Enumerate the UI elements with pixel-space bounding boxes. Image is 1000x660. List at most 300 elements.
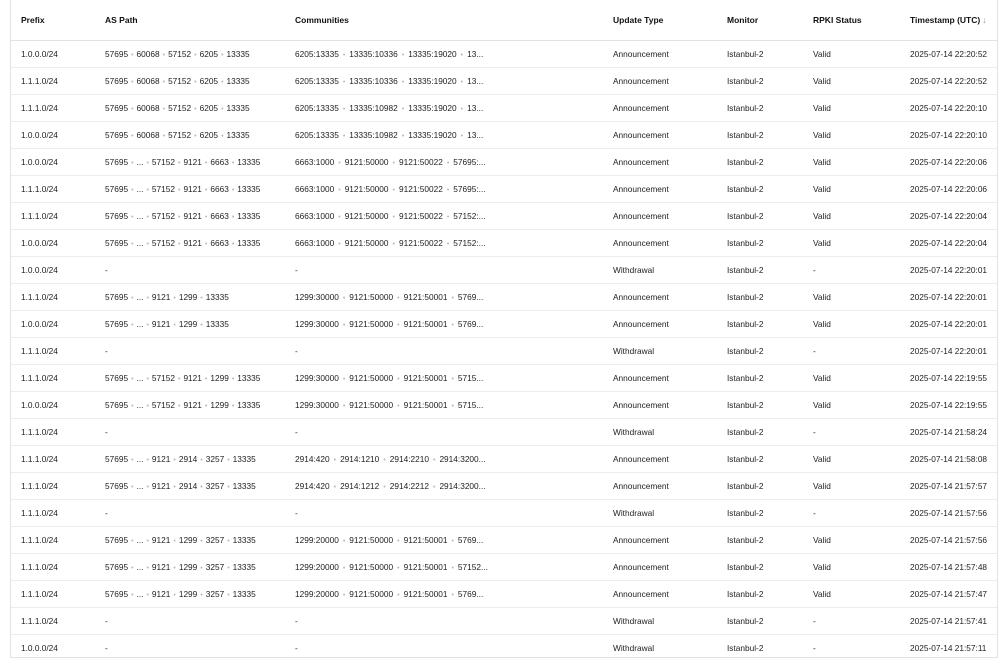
timestamp-cell: 2025-07-14 21:57:47 xyxy=(900,580,998,607)
timestamp-cell: 2025-07-14 21:57:57 xyxy=(900,472,998,499)
timestamp-cell: 2025-07-14 22:19:55 xyxy=(900,391,998,418)
update-type-cell: Announcement xyxy=(603,94,717,121)
monitor-cell: Istanbul-2 xyxy=(717,94,803,121)
as-number: 9121 xyxy=(151,588,171,599)
timestamp-cell: 2025-07-14 22:20:01 xyxy=(900,256,998,283)
table-row[interactable] xyxy=(11,472,998,499)
as-number: 13335 xyxy=(205,318,229,329)
bullet-separator-icon: • xyxy=(204,186,208,194)
as-number: 1299 xyxy=(178,318,198,329)
rpki-status-cell: Valid xyxy=(803,553,900,580)
bullet-separator-icon: • xyxy=(342,537,346,545)
as-number: 6205 xyxy=(199,129,219,140)
rpki-status-cell: - xyxy=(803,418,900,445)
prefix-cell: 1.1.1.0/24 xyxy=(11,418,95,445)
as-number: 57152 xyxy=(168,102,192,113)
communities-cell xyxy=(285,283,603,310)
bullet-separator-icon: • xyxy=(162,105,166,113)
as-number: 9121 xyxy=(151,480,171,491)
as-number: 9121 xyxy=(151,318,171,329)
prefix-cell: 1.1.1.0/24 xyxy=(11,526,95,553)
table-row[interactable] xyxy=(11,607,998,634)
bullet-separator-icon: • xyxy=(131,105,134,113)
rpki-status-cell: Valid xyxy=(803,310,900,337)
column-header-label: Timestamp (UTC) xyxy=(910,14,981,25)
bullet-separator-icon: • xyxy=(338,186,341,194)
as-path-cell xyxy=(95,283,285,310)
bullet-separator-icon: • xyxy=(177,375,181,383)
empty-dash: - xyxy=(295,642,298,653)
community-value: 57695:... xyxy=(453,156,486,167)
communities-cell xyxy=(285,175,603,202)
as-number: 13335 xyxy=(232,561,256,572)
table-row[interactable] xyxy=(11,553,998,580)
community-value: 57695:... xyxy=(453,183,486,194)
community-value: 1299:20000 xyxy=(295,534,339,545)
as-path-cell xyxy=(95,229,285,256)
table-row[interactable] xyxy=(11,634,998,658)
as-number: 2914 xyxy=(178,453,198,464)
as-number: 3257 xyxy=(205,534,225,545)
communities-cell xyxy=(285,391,603,418)
update-type-cell: Announcement xyxy=(603,472,717,499)
bullet-separator-icon: • xyxy=(460,51,464,59)
as-number: 13335 xyxy=(232,453,256,464)
column-header-timestamp[interactable] xyxy=(900,0,998,40)
bullet-separator-icon: • xyxy=(146,456,149,464)
table-row[interactable] xyxy=(11,499,998,526)
community-value: 13... xyxy=(467,75,484,86)
update-type-cell: Announcement xyxy=(603,40,717,67)
empty-dash: - xyxy=(105,426,108,437)
as-path-cell xyxy=(95,580,285,607)
as-number: 3257 xyxy=(205,480,225,491)
bullet-separator-icon: • xyxy=(194,51,197,59)
prefix-cell: 1.1.1.0/24 xyxy=(11,175,95,202)
prefix-cell: 1.0.0.0/24 xyxy=(11,634,95,658)
empty-dash: - xyxy=(105,642,108,653)
monitor-cell: Istanbul-2 xyxy=(717,148,803,175)
as-number: 13335 xyxy=(232,480,256,491)
prefix-cell: 1.1.1.0/24 xyxy=(11,472,95,499)
bullet-separator-icon: • xyxy=(131,321,134,329)
bullet-separator-icon: • xyxy=(162,132,166,140)
update-type-cell: Announcement xyxy=(603,580,717,607)
update-type-cell: Withdrawal xyxy=(603,634,717,658)
timestamp-cell: 2025-07-14 21:57:48 xyxy=(900,553,998,580)
as-number: 57695 xyxy=(105,372,129,383)
table-row[interactable] xyxy=(11,526,998,553)
update-type-cell: Announcement xyxy=(603,445,717,472)
empty-dash: - xyxy=(295,345,298,356)
bullet-separator-icon: • xyxy=(177,159,181,167)
bullet-separator-icon: • xyxy=(397,375,400,383)
table-row[interactable] xyxy=(11,256,998,283)
monitor-cell: Istanbul-2 xyxy=(717,175,803,202)
community-value: 57152... xyxy=(457,561,488,572)
table-row[interactable] xyxy=(11,40,998,67)
prefix-cell: 1.1.1.0/24 xyxy=(11,337,95,364)
column-header-update-type[interactable] xyxy=(603,0,717,40)
prefix-cell: 1.1.1.0/24 xyxy=(11,553,95,580)
timestamp-cell: 2025-07-14 22:20:01 xyxy=(900,283,998,310)
rpki-status-cell: Valid xyxy=(803,175,900,202)
community-value: 5769... xyxy=(457,318,484,329)
bullet-separator-icon: • xyxy=(342,78,346,86)
empty-dash: - xyxy=(105,507,108,518)
bullet-separator-icon: • xyxy=(231,213,235,221)
rpki-status-cell: Valid xyxy=(803,67,900,94)
as-number: ... xyxy=(136,480,144,491)
table-row[interactable] xyxy=(11,94,998,121)
bullet-separator-icon: • xyxy=(342,105,346,113)
as-number: 13335 xyxy=(226,129,250,140)
table-row[interactable] xyxy=(11,418,998,445)
rpki-status-cell: - xyxy=(803,256,900,283)
as-number: 6205 xyxy=(199,48,219,59)
as-number: 13335 xyxy=(226,48,250,59)
community-value: 5769... xyxy=(457,534,484,545)
bullet-separator-icon: • xyxy=(173,591,176,599)
bullet-separator-icon: • xyxy=(131,132,134,140)
bgp-updates-table xyxy=(11,0,998,658)
bullet-separator-icon: • xyxy=(397,591,400,599)
community-value: 9121:50000 xyxy=(349,588,394,599)
as-number: 6663 xyxy=(210,156,229,167)
bullet-separator-icon: • xyxy=(401,132,405,140)
bullet-separator-icon: • xyxy=(401,105,405,113)
as-number: 13335 xyxy=(205,291,229,302)
monitor-cell: Istanbul-2 xyxy=(717,310,803,337)
table-row[interactable] xyxy=(11,337,998,364)
bullet-separator-icon: • xyxy=(342,51,346,59)
community-value: 13... xyxy=(467,48,484,59)
monitor-cell: Istanbul-2 xyxy=(717,67,803,94)
column-header-label: RPKI Status xyxy=(813,14,862,25)
as-number: 3257 xyxy=(205,561,225,572)
table-row[interactable] xyxy=(11,229,998,256)
timestamp-cell: 2025-07-14 22:20:52 xyxy=(900,40,998,67)
prefix-cell: 1.1.1.0/24 xyxy=(11,67,95,94)
update-type-cell: Withdrawal xyxy=(603,256,717,283)
table-row[interactable] xyxy=(11,283,998,310)
as-number: 6205 xyxy=(199,102,219,113)
bullet-separator-icon: • xyxy=(204,402,208,410)
column-header-prefix[interactable] xyxy=(11,0,95,40)
community-value: 6205:13335 xyxy=(295,129,339,140)
as-path-cell xyxy=(95,256,285,283)
as-number: 57695 xyxy=(105,453,129,464)
bullet-separator-icon: • xyxy=(131,159,134,167)
as-number: 1299 xyxy=(210,372,229,383)
rpki-status-cell: - xyxy=(803,607,900,634)
bullet-separator-icon: • xyxy=(146,402,149,410)
column-header-label: Monitor xyxy=(727,14,759,25)
communities-cell xyxy=(285,94,603,121)
community-value: 13335:19020 xyxy=(408,102,457,113)
as-number: ... xyxy=(136,210,144,221)
monitor-cell: Istanbul-2 xyxy=(717,229,803,256)
as-number: 9121 xyxy=(183,156,202,167)
monitor-cell: Istanbul-2 xyxy=(717,580,803,607)
as-number: 57695 xyxy=(105,183,129,194)
bullet-separator-icon: • xyxy=(397,294,400,302)
community-value: 1299:30000 xyxy=(295,291,339,302)
update-type-cell: Announcement xyxy=(603,67,717,94)
bullet-separator-icon: • xyxy=(146,591,149,599)
update-type-cell: Announcement xyxy=(603,202,717,229)
community-value: 13... xyxy=(467,102,484,113)
table-row[interactable] xyxy=(11,202,998,229)
rpki-status-cell: Valid xyxy=(803,148,900,175)
bullet-separator-icon: • xyxy=(177,213,181,221)
as-number: 1299 xyxy=(210,399,229,410)
as-path-cell xyxy=(95,202,285,229)
bullet-separator-icon: • xyxy=(446,213,450,221)
bullet-separator-icon: • xyxy=(227,456,230,464)
rpki-status-cell: - xyxy=(803,337,900,364)
as-path-cell xyxy=(95,607,285,634)
as-number: 1299 xyxy=(178,588,198,599)
community-value: 9121:50001 xyxy=(403,588,448,599)
community-value: 9121:50001 xyxy=(403,318,448,329)
as-number: 9121 xyxy=(151,291,171,302)
bullet-separator-icon: • xyxy=(397,537,400,545)
communities-cell xyxy=(285,499,603,526)
bullet-separator-icon: • xyxy=(200,591,203,599)
community-value: 9121:50000 xyxy=(344,210,389,221)
communities-cell xyxy=(285,580,603,607)
table-row[interactable] xyxy=(11,67,998,94)
as-number: 57152 xyxy=(168,129,192,140)
column-header-communities[interactable] xyxy=(285,0,603,40)
bullet-separator-icon: • xyxy=(446,186,450,194)
column-header-monitor[interactable] xyxy=(717,0,803,40)
bullet-separator-icon: • xyxy=(194,105,197,113)
community-value: 2914:2210 xyxy=(389,453,429,464)
as-number: 57152 xyxy=(168,75,192,86)
bullet-separator-icon: • xyxy=(204,213,208,221)
community-value: 9121:50000 xyxy=(344,183,389,194)
update-type-cell: Withdrawal xyxy=(603,418,717,445)
column-header-label: Communities xyxy=(295,14,349,25)
bullet-separator-icon: • xyxy=(173,321,176,329)
monitor-cell: Istanbul-2 xyxy=(717,202,803,229)
update-type-cell: Withdrawal xyxy=(603,499,717,526)
bullet-separator-icon: • xyxy=(200,483,203,491)
community-value: 9121:50001 xyxy=(403,534,448,545)
column-header-label: AS Path xyxy=(105,14,138,25)
communities-cell xyxy=(285,67,603,94)
bullet-separator-icon: • xyxy=(221,105,224,113)
bullet-separator-icon: • xyxy=(397,402,400,410)
prefix-cell: 1.0.0.0/24 xyxy=(11,40,95,67)
bullet-separator-icon: • xyxy=(383,456,386,464)
as-path-cell xyxy=(95,391,285,418)
bullet-separator-icon: • xyxy=(383,483,386,491)
column-header-rpki-status[interactable] xyxy=(803,0,900,40)
community-value: 9121:50000 xyxy=(349,372,394,383)
as-number: 57695 xyxy=(105,210,129,221)
update-type-cell: Announcement xyxy=(603,175,717,202)
as-number: 13335 xyxy=(237,399,261,410)
communities-cell xyxy=(285,148,603,175)
timestamp-cell: 2025-07-14 22:20:01 xyxy=(900,310,998,337)
bullet-separator-icon: • xyxy=(146,240,149,248)
bullet-separator-icon: • xyxy=(173,537,176,545)
timestamp-cell: 2025-07-14 22:20:10 xyxy=(900,94,998,121)
as-number: 9121 xyxy=(183,237,202,248)
community-value: 13335:19020 xyxy=(408,48,457,59)
bullet-separator-icon: • xyxy=(451,375,454,383)
column-header-as-path[interactable] xyxy=(95,0,285,40)
community-value: 9121:50001 xyxy=(403,561,448,572)
bullet-separator-icon: • xyxy=(177,186,181,194)
community-value: 13335:19020 xyxy=(408,129,457,140)
bullet-separator-icon: • xyxy=(146,537,149,545)
community-value: 6663:1000 xyxy=(295,156,335,167)
as-path-cell xyxy=(95,472,285,499)
table-row[interactable] xyxy=(11,445,998,472)
as-number: 9121 xyxy=(183,210,202,221)
empty-dash: - xyxy=(295,264,298,275)
as-number: 57152 xyxy=(168,48,192,59)
table-row[interactable] xyxy=(11,364,998,391)
community-value: 1299:20000 xyxy=(295,561,339,572)
communities-cell xyxy=(285,202,603,229)
community-value: 5769... xyxy=(457,588,484,599)
bullet-separator-icon: • xyxy=(460,105,464,113)
community-value: 9121:50001 xyxy=(403,399,448,410)
as-number: 57695 xyxy=(105,102,129,113)
monitor-cell: Istanbul-2 xyxy=(717,499,803,526)
bullet-separator-icon: • xyxy=(446,159,450,167)
as-number: 57152 xyxy=(151,372,175,383)
prefix-cell: 1.1.1.0/24 xyxy=(11,499,95,526)
as-number: 9121 xyxy=(151,453,171,464)
bullet-separator-icon: • xyxy=(200,321,203,329)
bullet-separator-icon: • xyxy=(401,78,405,86)
as-number: 60068 xyxy=(136,129,160,140)
as-number: 3257 xyxy=(205,453,225,464)
as-number: 13335 xyxy=(237,183,261,194)
table-row[interactable] xyxy=(11,175,998,202)
prefix-cell: 1.0.0.0/24 xyxy=(11,121,95,148)
monitor-cell: Istanbul-2 xyxy=(717,256,803,283)
community-value: 9121:50022 xyxy=(398,210,443,221)
as-number: 60068 xyxy=(136,48,160,59)
community-value: 2914:1212 xyxy=(340,480,380,491)
prefix-cell: 1.1.1.0/24 xyxy=(11,445,95,472)
as-number: 57695 xyxy=(105,48,129,59)
community-value: 13335:19020 xyxy=(408,75,457,86)
as-path-cell xyxy=(95,418,285,445)
communities-cell xyxy=(285,553,603,580)
community-value: 6663:1000 xyxy=(295,237,335,248)
table-row[interactable] xyxy=(11,148,998,175)
communities-cell xyxy=(285,418,603,445)
community-value: 9121:50022 xyxy=(398,156,443,167)
bullet-separator-icon: • xyxy=(227,591,230,599)
bullet-separator-icon: • xyxy=(338,159,341,167)
as-number: 13335 xyxy=(237,156,261,167)
as-number: 57695 xyxy=(105,75,129,86)
community-value: 2914:3200... xyxy=(439,480,486,491)
table-row[interactable] xyxy=(11,580,998,607)
bullet-separator-icon: • xyxy=(392,240,395,248)
community-value: 13335:10336 xyxy=(349,75,398,86)
arrow-down-icon[interactable]: ↓ xyxy=(982,14,987,25)
as-path-cell xyxy=(95,310,285,337)
as-number: ... xyxy=(136,534,144,545)
as-path-cell xyxy=(95,121,285,148)
as-number: 9121 xyxy=(183,372,202,383)
bullet-separator-icon: • xyxy=(131,402,134,410)
bullet-separator-icon: • xyxy=(392,159,395,167)
table-row[interactable] xyxy=(11,310,998,337)
update-type-cell: Announcement xyxy=(603,553,717,580)
as-number: ... xyxy=(136,183,144,194)
as-number: 3257 xyxy=(205,588,225,599)
bullet-separator-icon: • xyxy=(460,78,464,86)
as-number: 57695 xyxy=(105,399,129,410)
update-type-cell: Withdrawal xyxy=(603,337,717,364)
prefix-cell: 1.1.1.0/24 xyxy=(11,283,95,310)
community-value: 9121:50001 xyxy=(403,291,448,302)
community-value: 13335:10982 xyxy=(349,129,398,140)
bullet-separator-icon: • xyxy=(401,51,405,59)
bullet-separator-icon: • xyxy=(146,375,149,383)
as-number: ... xyxy=(136,372,144,383)
rpki-status-cell: Valid xyxy=(803,364,900,391)
communities-cell xyxy=(285,526,603,553)
bullet-separator-icon: • xyxy=(333,456,337,464)
timestamp-cell: 2025-07-14 21:58:08 xyxy=(900,445,998,472)
as-number: 60068 xyxy=(136,102,160,113)
as-path-cell xyxy=(95,148,285,175)
community-value: 6205:13335 xyxy=(295,102,339,113)
bullet-separator-icon: • xyxy=(397,321,400,329)
as-number: ... xyxy=(136,318,144,329)
bullet-separator-icon: • xyxy=(451,294,454,302)
as-number: ... xyxy=(136,588,144,599)
update-type-cell: Announcement xyxy=(603,148,717,175)
community-value: 5769... xyxy=(457,291,484,302)
bullet-separator-icon: • xyxy=(451,537,454,545)
rpki-status-cell: Valid xyxy=(803,94,900,121)
timestamp-cell: 2025-07-14 22:19:55 xyxy=(900,364,998,391)
bullet-separator-icon: • xyxy=(162,51,166,59)
table-row[interactable] xyxy=(11,391,998,418)
monitor-cell: Istanbul-2 xyxy=(717,634,803,658)
monitor-cell: Istanbul-2 xyxy=(717,607,803,634)
bullet-separator-icon: • xyxy=(231,186,235,194)
bullet-separator-icon: • xyxy=(451,402,454,410)
bullet-separator-icon: • xyxy=(131,483,134,491)
as-path-cell xyxy=(95,553,285,580)
bullet-separator-icon: • xyxy=(204,375,208,383)
table-row[interactable] xyxy=(11,121,998,148)
as-number: 57695 xyxy=(105,237,129,248)
bullet-separator-icon: • xyxy=(131,240,134,248)
communities-cell xyxy=(285,472,603,499)
bgp-updates-table-container xyxy=(10,0,998,658)
rpki-status-cell: Valid xyxy=(803,121,900,148)
as-number: 9121 xyxy=(151,534,171,545)
as-number: 1299 xyxy=(178,291,198,302)
bullet-separator-icon: • xyxy=(131,186,134,194)
bullet-separator-icon: • xyxy=(342,564,346,572)
